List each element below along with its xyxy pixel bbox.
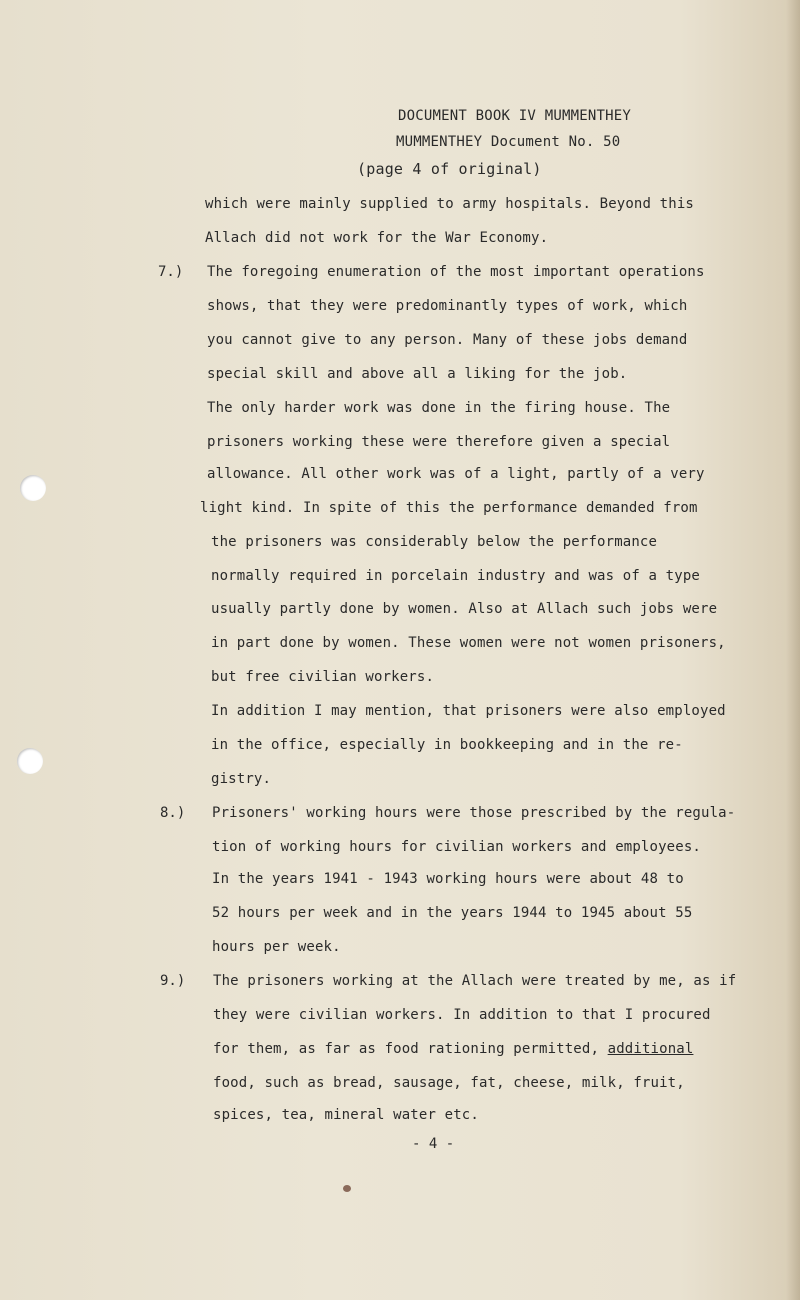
p7-line-4: special skill and above all a liking for the job.: [207, 366, 628, 382]
additional-underlined: additional: [607, 1041, 694, 1057]
p7-line-12: in part done by women. These women were not women prisoners,: [211, 635, 726, 651]
intro-line-1: which were mainly supplied to army hospitals. Beyond this: [205, 196, 694, 212]
p7-line-8: light kind. In spite of this the performance demanded from: [200, 500, 698, 516]
p9-line-3: [213, 1041, 693, 1057]
page-number: - 4 -: [412, 1136, 455, 1152]
p7-line-2: shows, that they were predominantly types of work, which: [207, 298, 688, 314]
p7-line-1: The foregoing enumeration of the most important operations: [207, 264, 705, 280]
p7-line-11: usually partly done by women. Also at Allach such jobs were: [211, 601, 718, 617]
document-number-heading: MUMMENTHEY Document No. 50: [396, 134, 621, 150]
p7-line-14: In addition I may mention, that prisoners were also employed: [211, 703, 726, 719]
intro-line-2: Allach did not work for the War Economy.: [205, 230, 549, 246]
p8-line-2: tion of working hours for civilian workers and employees.: [212, 839, 701, 855]
p7-line-7: allowance. All other work was of a light, partly of a very: [207, 466, 705, 482]
p9-line-5: spices, tea, mineral water etc.: [213, 1107, 479, 1123]
p9-line-4: food, such as bread, sausage, fat, cheese, milk, fruit,: [213, 1075, 685, 1091]
p9-line-1: The prisoners working at the Allach were treated by me, as if: [213, 973, 737, 989]
p7-line-5: The only harder work was done in the firing house. The: [207, 400, 671, 416]
p8-line-4: 52 hours per week and in the years 1944 to 1945 about 55: [212, 905, 693, 921]
p8-line-5: hours per week.: [212, 939, 341, 955]
p9-line-3-text: for them, as far as food rationing permitted,: [213, 1041, 600, 1057]
document-book-heading: DOCUMENT BOOK IV MUMMENTHEY: [398, 108, 631, 124]
ink-spot: [343, 1185, 351, 1192]
p7-line-3: you cannot give to any person. Many of these jobs demand: [207, 332, 688, 348]
p8-line-3: In the years 1941 - 1943 working hours were about 48 to: [212, 871, 684, 887]
p7-line-13: but free civilian workers.: [211, 669, 435, 685]
p9-line-2: they were civilian workers. In addition to that I procured: [213, 1007, 711, 1023]
page-edge-shadow: [786, 0, 800, 1300]
page-of-original: (page 4 of original): [357, 160, 542, 178]
paragraph-8-number: 8.): [160, 805, 186, 821]
p7-line-15: in the office, especially in bookkeeping and in the re-: [211, 737, 683, 753]
p7-line-6: prisoners working these were therefore given a special: [207, 434, 671, 450]
p7-line-9: the prisoners was considerably below the performance: [211, 534, 658, 550]
p7-line-16: gistry.: [211, 771, 272, 787]
p7-line-10: normally required in porcelain industry and was of a type: [211, 568, 700, 584]
punch-hole-bottom: [17, 748, 43, 774]
p8-line-1: Prisoners' working hours were those prescribed by the regula-: [212, 805, 736, 821]
paragraph-9-number: 9.): [160, 973, 186, 989]
punch-hole-top: [20, 475, 46, 501]
paragraph-7-number: 7.): [158, 264, 184, 280]
